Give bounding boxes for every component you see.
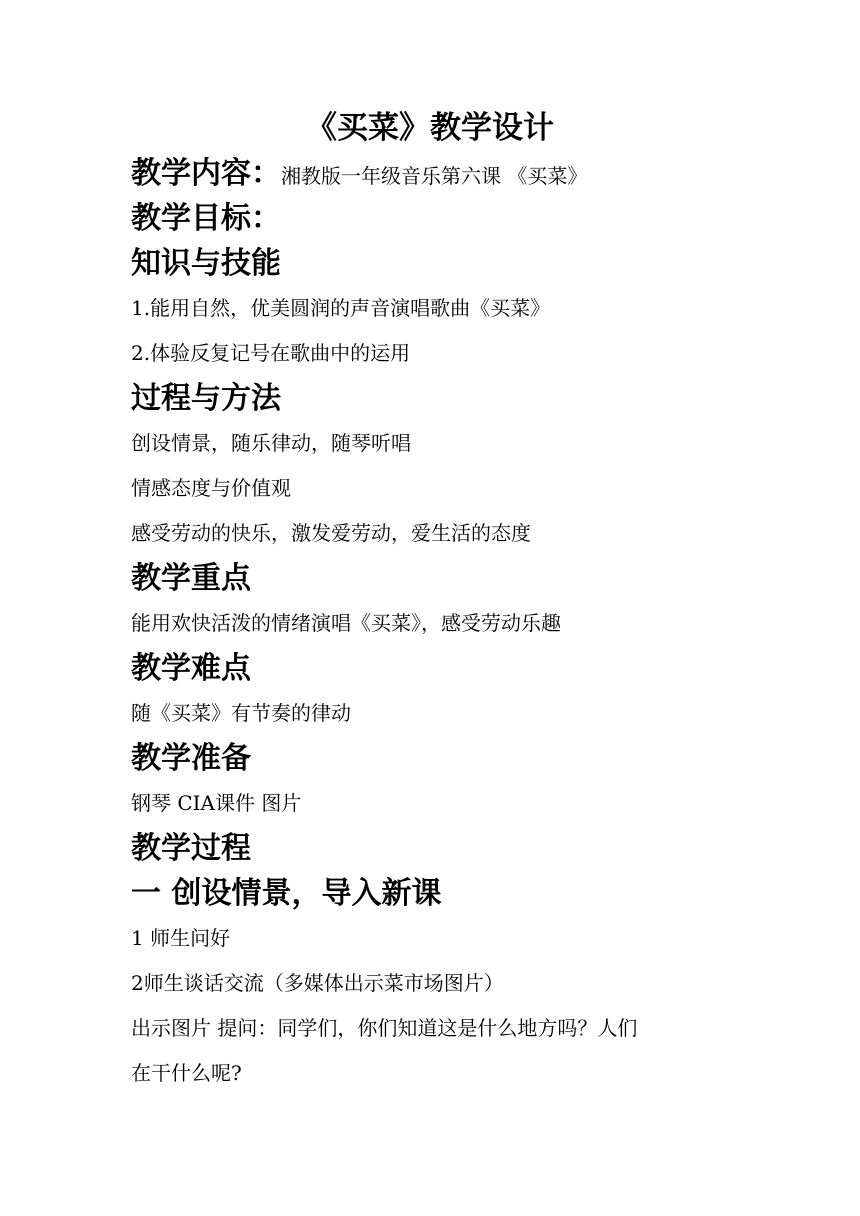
- key-heading: 教学重点: [131, 561, 251, 596]
- knowledge-heading: 知识与技能: [131, 246, 281, 281]
- content-text: 湘教版一年级音乐第六课 《买菜》: [281, 164, 588, 188]
- difficulty-heading: 教学难点: [131, 651, 251, 686]
- content-heading-line: [131, 154, 587, 194]
- knowledge-item-1: 1.能用自然，优美圆润的声音演唱歌曲《买菜》: [131, 296, 551, 320]
- process-heading: 过程与方法: [131, 381, 281, 416]
- step-one-heading: 一 创设情景，导入新课: [131, 876, 442, 911]
- step-2: 2师生谈话交流（多媒体出示菜市场图片）: [131, 971, 504, 995]
- content-heading: 教学内容：: [131, 156, 281, 191]
- objectives-heading: 教学目标：: [131, 201, 281, 236]
- step-3-line-1: 出示图片 提问：同学们，你们知道这是什么地方吗？人们: [131, 1016, 638, 1040]
- key-text: 能用欢快活泼的情绪演唱《买菜》，感受劳动乐趣: [131, 611, 561, 635]
- process-text: 创设情景，随乐律动，随琴听唱: [131, 431, 411, 455]
- emotion-text: 感受劳动的快乐，激发爱劳动，爱生活的态度: [131, 521, 531, 545]
- procedure-heading: 教学过程: [131, 831, 251, 866]
- step-3-line-2: 在干什么呢?: [131, 1061, 242, 1085]
- emotion-label: 情感态度与价值观: [131, 476, 291, 500]
- step-1: 1 师生问好: [131, 926, 231, 950]
- difficulty-text: 随《买菜》有节奏的律动: [131, 701, 351, 725]
- preparation-heading: 教学准备: [131, 741, 251, 776]
- knowledge-item-2: 2.体验反复记号在歌曲中的运用: [131, 341, 411, 365]
- document-title: 《买菜》教学设计: [306, 110, 554, 146]
- preparation-text: 钢琴 CIA课件 图片: [131, 791, 302, 815]
